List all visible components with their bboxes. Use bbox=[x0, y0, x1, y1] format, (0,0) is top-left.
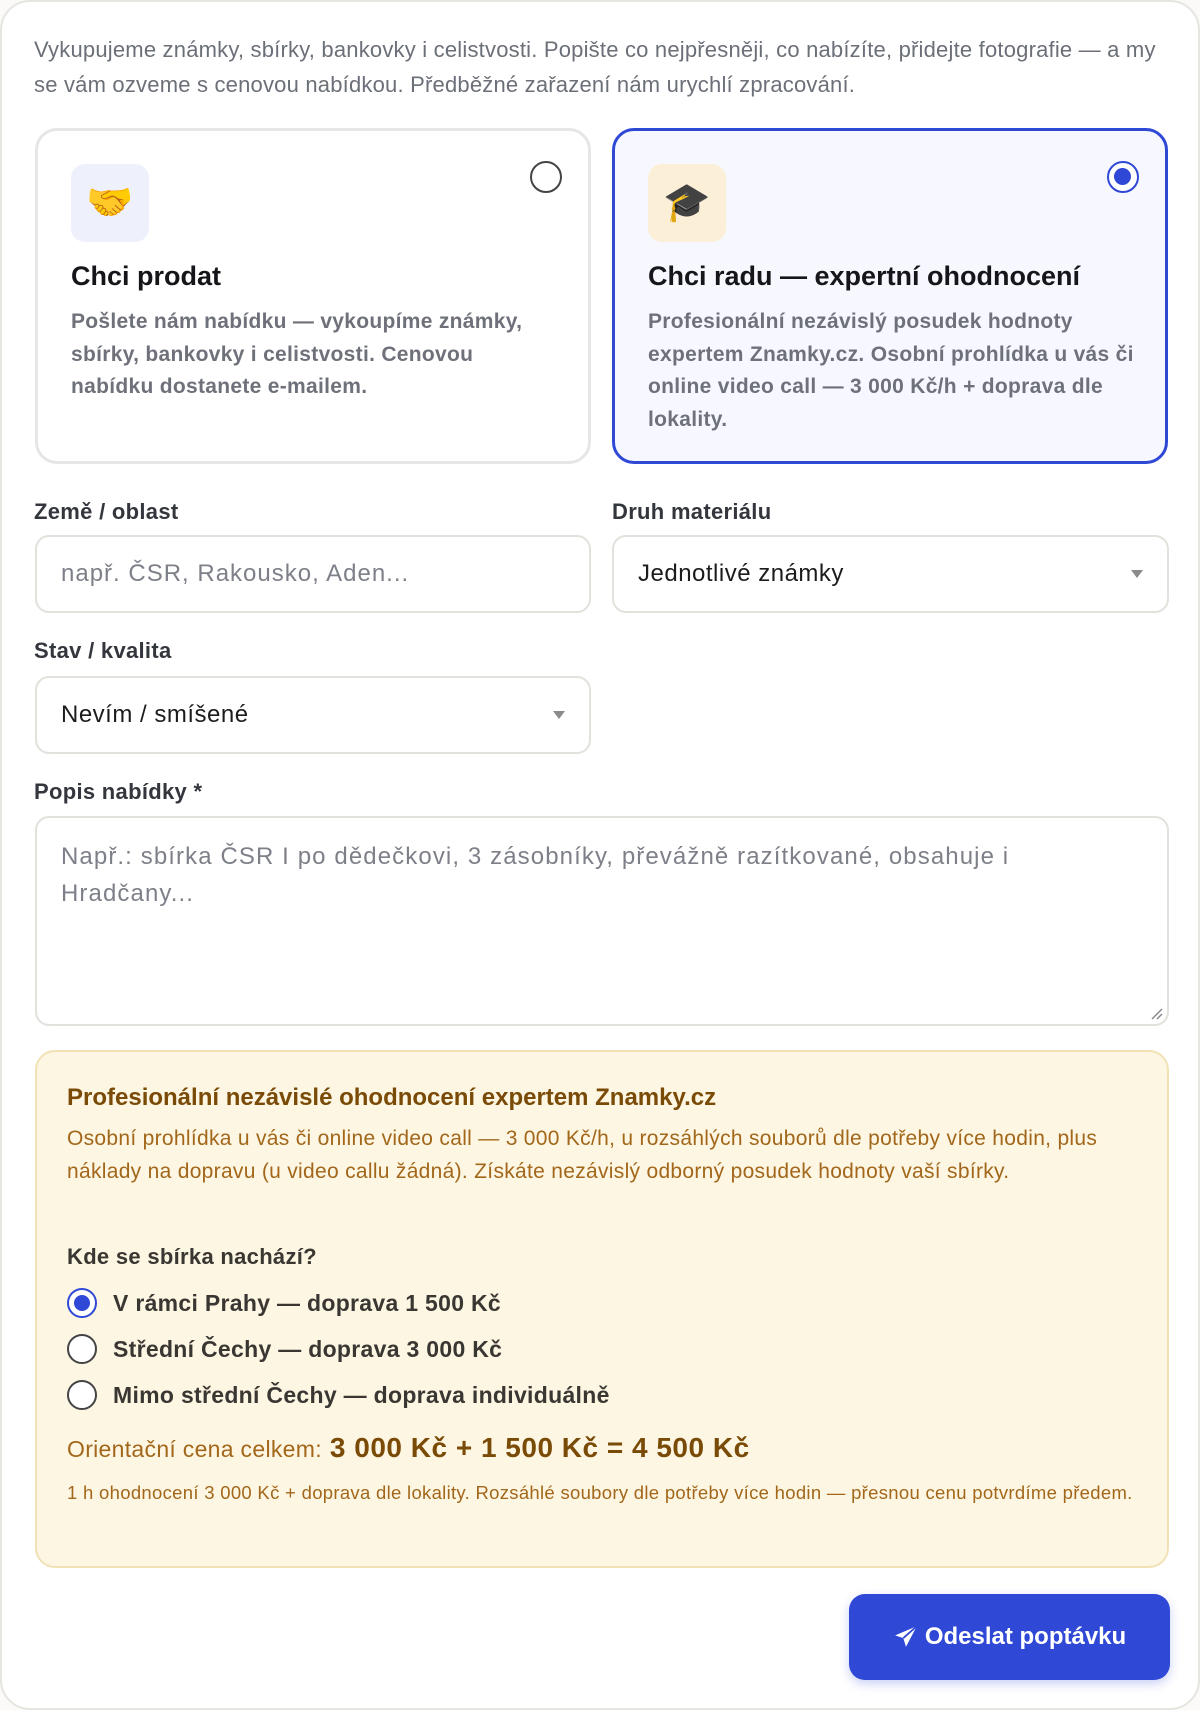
expert-info-box bbox=[35, 1050, 1169, 1568]
location-radio-outside[interactable] bbox=[67, 1380, 97, 1410]
location-option-outside[interactable] bbox=[67, 1380, 610, 1410]
country-label: Země / oblast bbox=[34, 499, 179, 524]
price-value: 3 000 Kč + 1 500 Kč = 4 500 Kč bbox=[329, 1432, 750, 1463]
location-label-central-bohemia: Střední Čechy — doprava 3 000 Kč bbox=[113, 1335, 503, 1362]
country-input[interactable]: např. ČSR, Rakousko, Aden... bbox=[35, 535, 591, 613]
graduation-cap-icon: 🎓 bbox=[648, 164, 726, 242]
option-expert-description: Profesionální nezávislý posudek hodnoty expertem Znamky.cz. Osobní prohlídka u vás či online video call — 3 000 Kč/h + doprava dle lokality. bbox=[648, 310, 1134, 431]
price-prefix: Orientační cena celkem: bbox=[67, 1436, 322, 1462]
option-expert-title: Chci radu — expertní ohodnocení bbox=[648, 261, 1081, 291]
handshake-icon: 🤝 bbox=[71, 164, 149, 242]
material-select-value: Jednotlivé známky bbox=[638, 560, 844, 587]
location-option-prague[interactable] bbox=[67, 1288, 501, 1318]
option-sell[interactable] bbox=[35, 128, 591, 464]
description-textarea[interactable] bbox=[35, 816, 1169, 1026]
expert-description: Osobní prohlídka u vás či online video call — 3 000 Kč/h, u rozsáhlých souborů dle potřeby více hodin, plus náklady na dopravu (u video callu žádná). Získáte nezávislý odborný posudek hodnoty vaší sbírky. bbox=[67, 1127, 1098, 1183]
resize-grip-icon[interactable] bbox=[1149, 1006, 1163, 1020]
location-radio-central-bohemia[interactable] bbox=[67, 1334, 97, 1364]
description-placeholder: Např.: sbírka ČSR I po dědečkovi, 3 zásobníky, převážně razítkované, obsahuje i Hradčany... bbox=[61, 843, 1010, 907]
material-label: Druh materiálu bbox=[612, 499, 772, 524]
location-question: Kde se sbírka nachází? bbox=[67, 1244, 317, 1269]
condition-label: Stav / kvalita bbox=[34, 638, 172, 663]
description-label: Popis nabídky * bbox=[34, 779, 203, 804]
price-summary bbox=[67, 1432, 750, 1464]
option-sell-description: Pošlete nám nabídku — vykoupíme známky, sbírky, bankovky i celistvosti. Cenovou nabídku dostanete e-mailem. bbox=[71, 310, 523, 398]
condition-select-value: Nevím / smíšené bbox=[61, 701, 249, 728]
expert-title: Profesionální nezávislé ohodnocení expertem Znamky.cz bbox=[67, 1084, 717, 1111]
condition-select[interactable] bbox=[35, 676, 591, 754]
submit-button[interactable] bbox=[849, 1594, 1170, 1680]
chevron-down-icon bbox=[553, 711, 565, 719]
option-expert-advice[interactable] bbox=[612, 128, 1168, 464]
option-sell-radio[interactable] bbox=[530, 161, 562, 193]
location-radio-prague[interactable] bbox=[67, 1288, 97, 1318]
location-label-prague: V rámci Prahy — doprava 1 500 Kč bbox=[113, 1289, 502, 1316]
intro-text: Vykupujeme známky, sbírky, bankovky i celistvosti. Popište co nejpřesněji, co nabízíte, přidejte fotografie — a my se vám ozveme s cenovou nabídkou. Předběžné zařazení nám urychlí zpracování. bbox=[34, 37, 1156, 97]
location-option-central-bohemia[interactable] bbox=[67, 1334, 502, 1364]
material-select[interactable] bbox=[612, 535, 1169, 613]
chevron-down-icon bbox=[1131, 570, 1143, 578]
location-label-outside: Mimo střední Čechy — doprava individuálně bbox=[113, 1381, 610, 1408]
option-sell-title: Chci prodat bbox=[71, 261, 222, 291]
option-expert-radio[interactable] bbox=[1107, 161, 1139, 193]
price-note: 1 h ohodnocení 3 000 Kč + doprava dle lokality. Rozsáhlé soubory dle potřeby více hodin — přesnou cenu potvrdíme předem. bbox=[67, 1482, 1133, 1503]
submit-label: Odeslat poptávku bbox=[924, 1623, 1127, 1650]
send-icon bbox=[893, 1624, 919, 1650]
